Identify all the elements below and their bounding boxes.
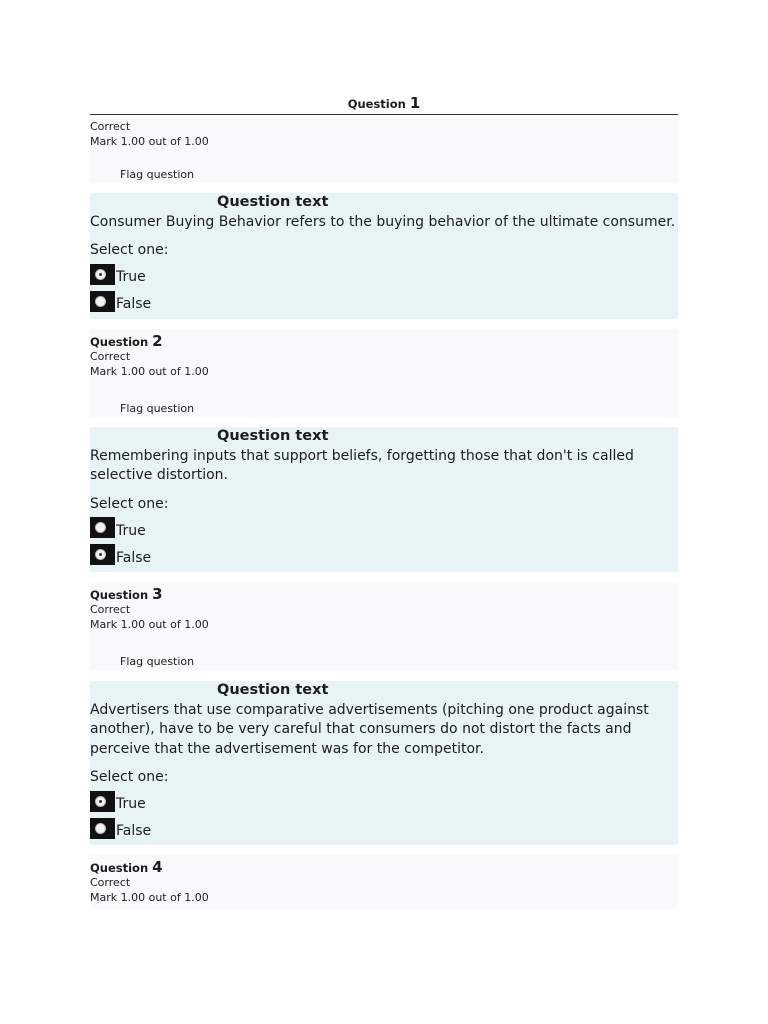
question-state: Correct bbox=[90, 876, 131, 889]
radio-button-icon[interactable] bbox=[90, 544, 115, 565]
question-1-header bbox=[90, 96, 678, 115]
question-mark: Mark 1.00 out of 1.00 bbox=[90, 891, 209, 904]
answer-option-false[interactable] bbox=[90, 541, 678, 568]
question-state: Correct bbox=[90, 120, 131, 133]
radio-button-icon[interactable] bbox=[90, 818, 115, 839]
question-3-content bbox=[90, 681, 678, 845]
select-one-label: Select one: bbox=[90, 495, 169, 512]
flag-question-link[interactable]: Flag question bbox=[120, 402, 195, 415]
radio-button-icon[interactable] bbox=[90, 517, 115, 538]
answer-label: False bbox=[116, 549, 152, 566]
question-text: Remembering inputs that support beliefs, forgetting those that don't is called selective distortion. bbox=[90, 447, 634, 483]
answer-option-true[interactable] bbox=[90, 788, 678, 815]
flag-question-link[interactable]: Flag question bbox=[120, 655, 195, 668]
answer-option-true[interactable] bbox=[90, 514, 678, 541]
question-text-heading: Question text bbox=[217, 428, 329, 444]
question-text-heading: Question text bbox=[217, 194, 329, 210]
answer-label: False bbox=[116, 823, 152, 840]
question-3-header bbox=[90, 582, 678, 602]
question-label: Question bbox=[347, 97, 406, 111]
answer-label: False bbox=[116, 296, 152, 313]
question-state: Correct bbox=[90, 350, 131, 363]
flag-question-link[interactable]: Flag question bbox=[120, 168, 195, 181]
question-label: Question bbox=[90, 335, 149, 349]
question-mark: Mark 1.00 out of 1.00 bbox=[90, 618, 209, 631]
question-state: Correct bbox=[90, 603, 131, 616]
question-number: 1 bbox=[409, 94, 421, 112]
answer-option-false[interactable] bbox=[90, 288, 678, 315]
question-1-content bbox=[90, 193, 678, 319]
question-2-header bbox=[90, 329, 678, 349]
answer-label: True bbox=[116, 269, 146, 286]
question-number: 3 bbox=[152, 585, 163, 603]
question-text-heading: Question text bbox=[217, 682, 329, 698]
answer-option-false[interactable] bbox=[90, 815, 678, 842]
question-4-info bbox=[90, 855, 678, 909]
select-one-label: Select one: bbox=[90, 242, 169, 258]
question-2-info bbox=[90, 329, 678, 417]
answer-label: True bbox=[116, 796, 146, 813]
answer-option-true[interactable] bbox=[90, 261, 678, 288]
question-number: 4 bbox=[152, 858, 163, 876]
select-one-label: Select one: bbox=[90, 769, 169, 785]
question-text: Advertisers that use comparative advertisements (pitching one product against another), have to be very careful that consumers do not distort the facts and perceive that the advertisement was for the competitor. bbox=[90, 701, 649, 757]
question-label: Question bbox=[90, 588, 149, 602]
question-3-info bbox=[90, 582, 678, 670]
radio-button-icon[interactable] bbox=[90, 291, 115, 312]
radio-button-icon[interactable] bbox=[90, 264, 115, 285]
question-label: Question bbox=[90, 861, 149, 875]
radio-button-icon[interactable] bbox=[90, 791, 115, 812]
question-mark: Mark 1.00 out of 1.00 bbox=[90, 365, 209, 378]
question-mark: Mark 1.00 out of 1.00 bbox=[90, 135, 209, 148]
question-text: Consumer Buying Behavior refers to the buying behavior of the ultimate consumer. bbox=[90, 213, 676, 230]
answer-label: True bbox=[116, 522, 146, 539]
question-4-header bbox=[90, 855, 678, 875]
question-1-info bbox=[90, 119, 678, 183]
question-2-content bbox=[90, 427, 678, 572]
question-number: 2 bbox=[152, 332, 163, 350]
